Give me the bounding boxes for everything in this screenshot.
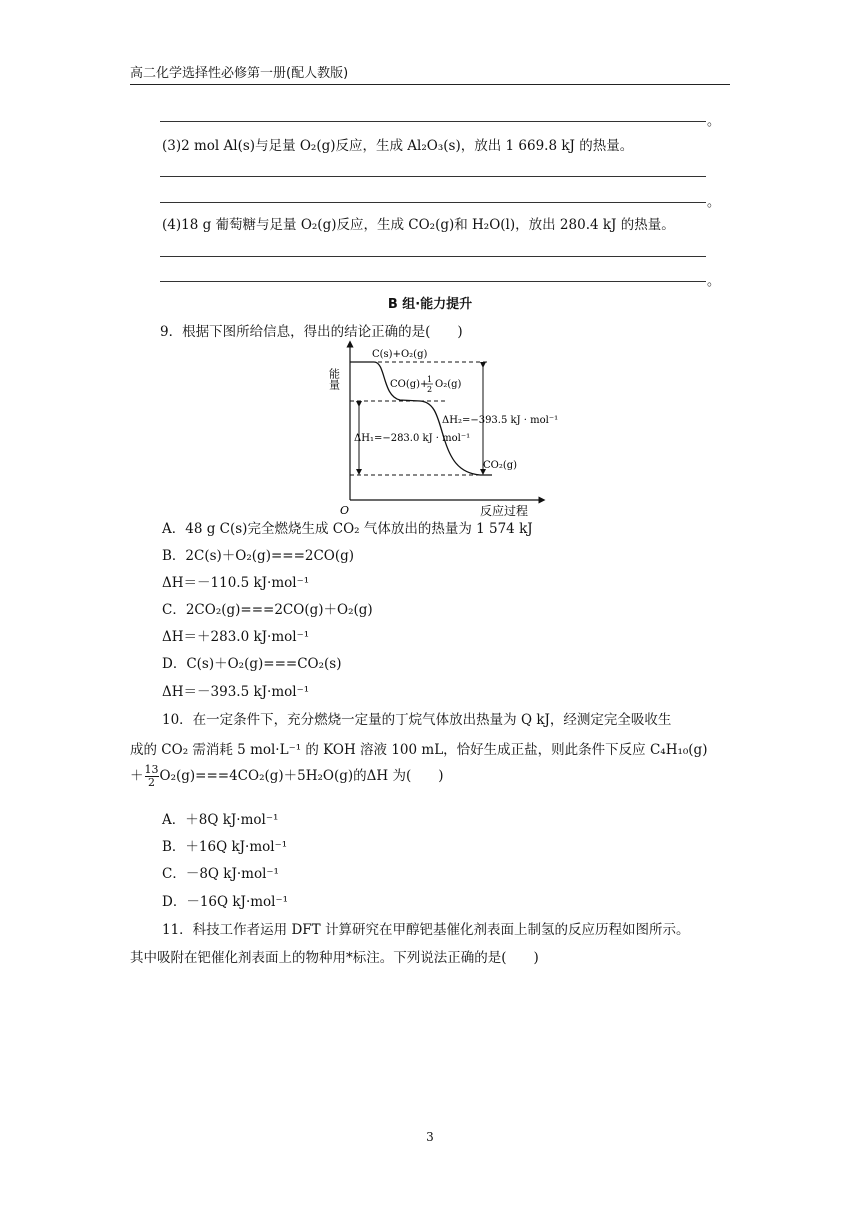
answer-line [160,256,706,257]
question-8-part-4: (4)18 g 葡萄糖与足量 O₂(g)反应，生成 CO₂(g)和 H₂O(l)，放出 280.4 kJ 的热量。 [162,217,675,233]
option-c: C．－8Q kJ·mol⁻¹ [162,866,279,882]
delta-h2-label: ΔH₂=−393.5 kJ · mol⁻¹ [442,415,559,426]
mid-species-label-a: CO(g)+ [390,379,429,390]
fraction-13-2 [145,764,159,789]
answer-line [160,176,706,177]
mid-species-label-b: O₂(g) [435,379,462,390]
question-10-line-1: 10．在一定条件下，充分燃烧一定量的丁烷气体放出热量为 Q kJ，经测定完全吸收生 [162,712,672,728]
fraction-numerator: 13 [144,763,159,776]
answer-line [160,202,706,203]
option-d-equation: D．C(s)＋O₂(g)===CO₂(s) [162,656,342,672]
question-10-line-3 [130,764,444,789]
page-header-title: 高二化学选择性必修第一册(配人教版) [130,66,349,81]
header-divider [130,84,730,85]
mid-fraction-numerator: 1 [427,375,433,384]
end-mark: 。 [707,274,721,289]
bottom-species-label: CO₂(g) [483,460,518,471]
option-a: A．＋8Q kJ·mol⁻¹ [162,812,279,828]
question-8-part-3: (3)2 mol Al(s)与足量 O₂(g)反应，生成 Al₂O₃(s)，放出 1 669.8 kJ 的热量。 [162,138,634,154]
top-species-label: C(s)+O₂(g) [372,349,428,360]
section-heading: B 组·能力提升 [387,297,473,312]
answer-line [160,121,706,122]
question-11-line-1: 11．科技工作者运用 DFT 计算研究在甲醇钯基催化剂表面上制氢的反应历程如图所示。 [162,922,690,938]
origin-label: O [340,504,350,517]
question-10-line-2: 成的 CO₂ 需消耗 5 mol·L⁻¹ 的 KOH 溶液 100 mL，恰好生成正盐，则此条件下反应 C₄H₁₀(g) [130,742,708,758]
energy-diagram [320,340,570,518]
end-mark: 。 [707,195,721,210]
option-d: D．－16Q kJ·mol⁻¹ [162,894,289,910]
x-axis-label: 反应过程 [480,503,529,518]
option-c-enthalpy: ΔH＝＋283.0 kJ·mol⁻¹ [162,629,310,645]
option-a: A．48 g C(s)完全燃烧生成 CO₂ 气体放出的热量为 1 574 kJ [162,521,533,537]
mid-fraction-denominator: 2 [427,385,433,394]
option-d-enthalpy: ΔH＝－393.5 kJ·mol⁻¹ [162,684,310,700]
option-b: B．＋16Q kJ·mol⁻¹ [162,839,288,855]
end-mark: 。 [707,114,721,129]
equation-remainder: O₂(g)===4CO₂(g)＋5H₂O(g)的ΔH 为( ) [159,768,444,784]
y-axis-label: 能量 [327,368,341,390]
question-9-stem: 9．根据下图所给信息，得出的结论正确的是( ) [160,324,463,340]
option-c-equation: C．2CO₂(g)===2CO(g)＋O₂(g) [162,602,373,618]
answer-line [160,281,706,282]
option-b-enthalpy: ΔH＝－110.5 kJ·mol⁻¹ [162,575,310,591]
delta-h1-label: ΔH₁=−283.0 kJ · mol⁻¹ [354,433,471,444]
fraction-denominator: 2 [148,776,155,789]
option-b-equation: B．2C(s)＋O₂(g)===2CO(g) [162,548,355,564]
plus-sign: ＋ [130,768,144,784]
page-number: 3 [426,1130,434,1144]
question-11-line-2: 其中吸附在钯催化剂表面上的物种用*标注。下列说法正确的是( ) [130,950,539,966]
